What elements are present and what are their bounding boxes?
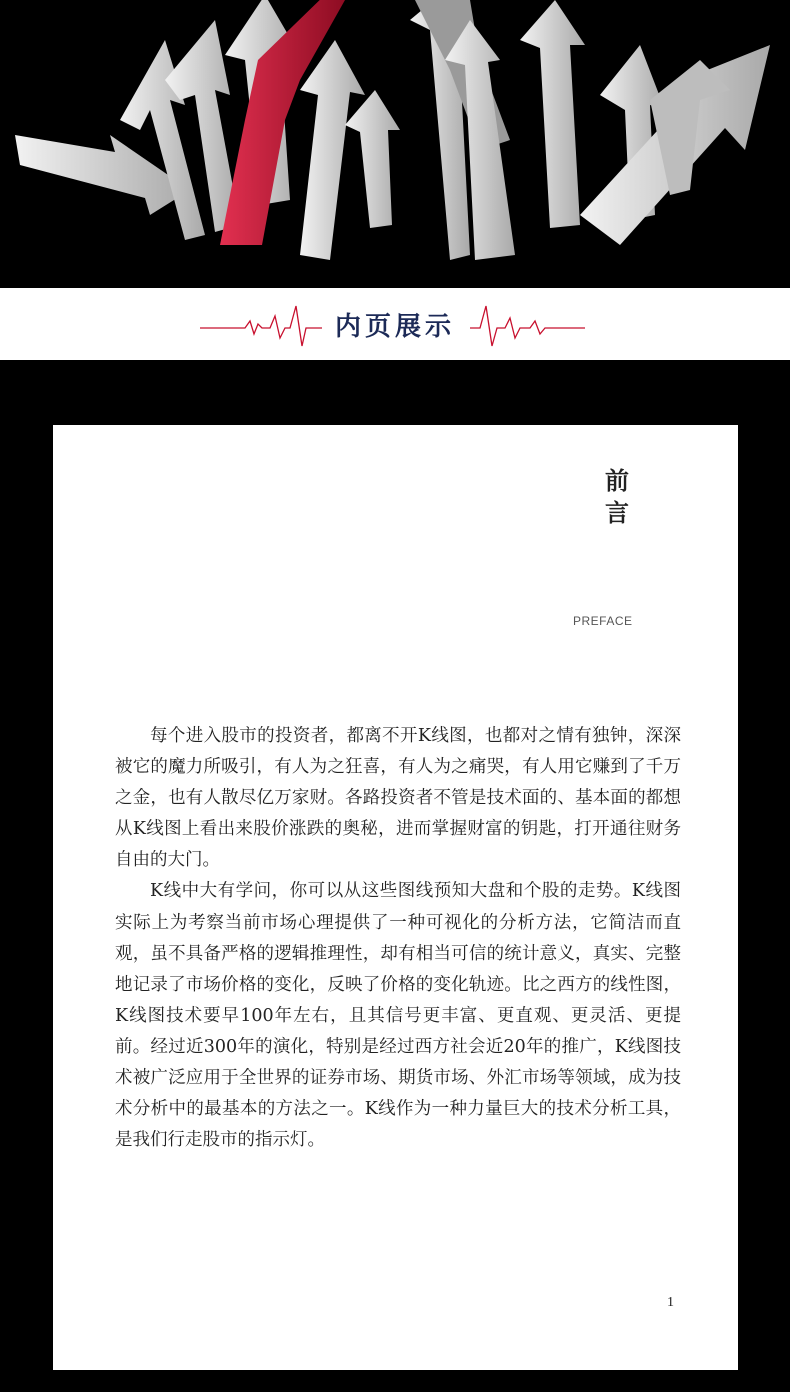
rising-arrows-illustration xyxy=(0,0,790,288)
book-page xyxy=(53,425,738,1370)
page-number: 1 xyxy=(667,1295,674,1310)
paragraph: 每个进入股市的投资者，都离不开K线图，也都对之情有独钟，深深被它的魔力所吸引，有人为之狂喜，有人为之痛哭，有人用它赚到了千万之金，也有人散尽亿万家财。各路投资者不管是技术面的、基本面的都想从K线图上看出来股价涨跌的奥秘，进而掌握财富的钥匙，打开通往财务自由的大门。 xyxy=(115,726,681,871)
banner-title: 内页展示 xyxy=(334,312,455,342)
hero-image xyxy=(0,0,790,288)
preface-label: PREFACE xyxy=(573,614,633,628)
page-title-char: 前 xyxy=(605,467,629,495)
page-title-char: 言 xyxy=(605,499,629,527)
paragraph: K线中大有学问，你可以从这些图线预知大盘和个股的走势。K线图实际上为考察当前市场心理提供了一种可视化的分析方法，它简洁而直观，虽不具备严格的逻辑推理性，却有相当可信的统计意义，真实、完整地记录了市场价格的变化，反映了价格的变化轨迹。比之西方的线性图，K线图技术要早100年左右，且其信号更丰富、更直观、更灵活、更提前。经过近300年的演化，特别是经过西方社会近20年的推广，K线图技术被广泛应用于全世界的证券市场、期货市场、外汇市场等领域，成为技术分析中的最基本的方法之一。K线作为一种力量巨大的技术分析工具，是我们行走股市的指示灯。 xyxy=(115,881,681,1151)
section-banner xyxy=(0,288,790,360)
page-title xyxy=(602,465,632,529)
body-text xyxy=(115,721,681,1156)
